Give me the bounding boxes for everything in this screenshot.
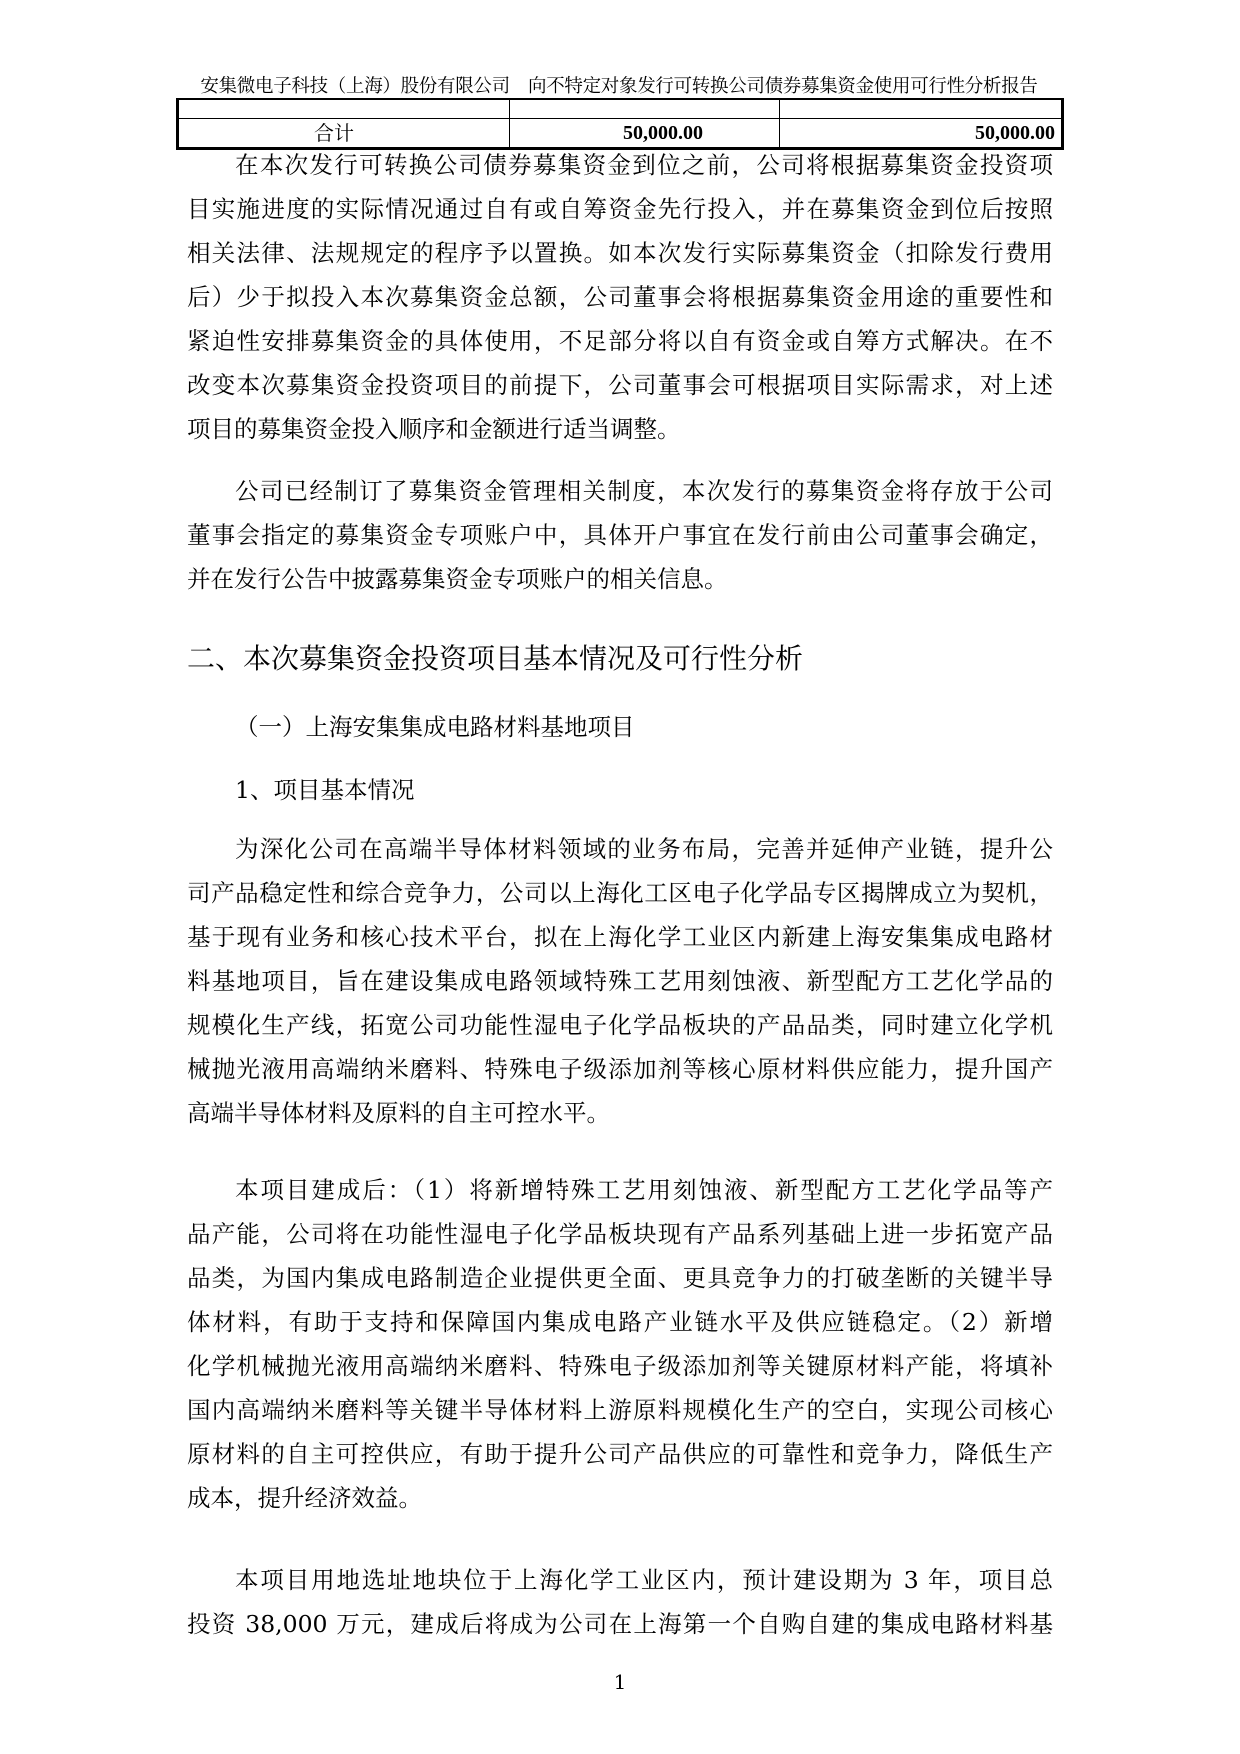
table-total-value-2: 50,000.00 (975, 122, 1055, 144)
paragraph-line: 规模化生产线，拓宽公司功能性湿电子化学品板块的产品品类，同时建立化学机 (187, 1011, 1053, 1039)
paragraph-line: 后）少于拟投入本次募集资金总额，公司董事会将根据募集资金用途的重要性和 (187, 283, 1053, 311)
paragraph-line: 并在发行公告中披露募集资金专项账户的相关信息。 (187, 565, 728, 593)
page-number: 1 (613, 1670, 627, 1694)
investment-table (176, 98, 1064, 150)
paragraph-line: 品类，为国内集成电路制造企业提供更全面、更具竞争力的打破垄断的关键半导 (187, 1264, 1053, 1292)
paragraph-line: 本项目用地选址地块位于上海化学工业区内，预计建设期为 3 年，项目总 (235, 1566, 1053, 1594)
paragraph-line: 在本次发行可转换公司债券募集资金到位之前，公司将根据募集资金投资项 (235, 151, 1053, 179)
table-row-divider (179, 118, 1061, 119)
paragraph-line: 目实施进度的实际情况通过自有或自筹资金先行投入，并在募集资金到位后按照 (187, 195, 1053, 223)
table-column-divider (509, 100, 510, 147)
paragraph-line: 相关法律、法规规定的程序予以置换。如本次发行实际募集资金（扣除发行费用 (187, 239, 1053, 267)
paragraph-line: 品产能，公司将在功能性湿电子化学品板块现有产品系列基础上进一步拓宽产品 (187, 1220, 1053, 1248)
section-heading: 二、本次募集资金投资项目基本情况及可行性分析 (187, 642, 804, 675)
paragraph-line: 械抛光液用高端纳米磨料、特殊电子级添加剂等核心原材料供应能力，提升国产 (187, 1055, 1053, 1083)
paragraph-line: 改变本次募集资金投资项目的前提下，公司董事会可根据项目实际需求，对上述 (187, 371, 1053, 399)
paragraph-line: 化学机械抛光液用高端纳米磨料、特殊电子级添加剂等关键原材料产能，将填补 (187, 1352, 1053, 1380)
paragraph-line: 项目的募集资金投入顺序和金额进行适当调整。 (187, 415, 681, 443)
table-total-value-1: 50,000.00 (623, 122, 703, 144)
page-header: 安集微电子科技（上海）股份有限公司 向不特定对象发行可转换公司债券募集资金使用可行性分析报告 (200, 76, 1038, 97)
paragraph-line: 董事会指定的募集资金专项账户中，具体开户事宜在发行前由公司董事会确定， (187, 521, 1053, 549)
paragraph-line: 本项目建成后：（1）将新增特殊工艺用刻蚀液、新型配方工艺化学品等产 (235, 1176, 1053, 1204)
table-total-label: 合计 (314, 121, 354, 145)
paragraph-line: 料基地项目，旨在建设集成电路领域特殊工艺用刻蚀液、新型配方工艺化学品的 (187, 967, 1053, 995)
item-heading: 1、项目基本情况 (235, 776, 415, 804)
paragraph-line: 国内高端纳米磨料等关键半导体材料上游原料规模化生产的空白，实现公司核心 (187, 1396, 1053, 1424)
table-column-divider (779, 100, 780, 147)
paragraph-line: 为深化公司在高端半导体材料领域的业务布局，完善并延伸产业链，提升公 (235, 835, 1053, 863)
paragraph-line: 司产品稳定性和综合竞争力，公司以上海化工区电子化学品专区揭牌成立为契机， (187, 879, 1053, 907)
paragraph-line: 成本，提升经济效益。 (187, 1484, 422, 1512)
paragraph-line: 高端半导体材料及原料的自主可控水平。 (187, 1099, 610, 1127)
paragraph-line: 体材料，有助于支持和保障国内集成电路产业链水平及供应链稳定。（2）新增 (187, 1308, 1053, 1336)
paragraph-line: 投资 38,000 万元，建成后将成为公司在上海第一个自购自建的集成电路材料基 (187, 1610, 1053, 1638)
paragraph-line: 基于现有业务和核心技术平台，拟在上海化学工业区内新建上海安集集成电路材 (187, 923, 1053, 951)
paragraph-line: 公司已经制订了募集资金管理相关制度，本次发行的募集资金将存放于公司 (235, 477, 1053, 505)
subsection-heading: （一）上海安集集成电路材料基地项目 (235, 713, 635, 741)
paragraph-line: 原材料的自主可控供应，有助于提升公司产品供应的可靠性和竞争力，降低生产 (187, 1440, 1053, 1468)
paragraph-line: 紧迫性安排募集资金的具体使用，不足部分将以自有资金或自筹方式解决。在不 (187, 327, 1053, 355)
